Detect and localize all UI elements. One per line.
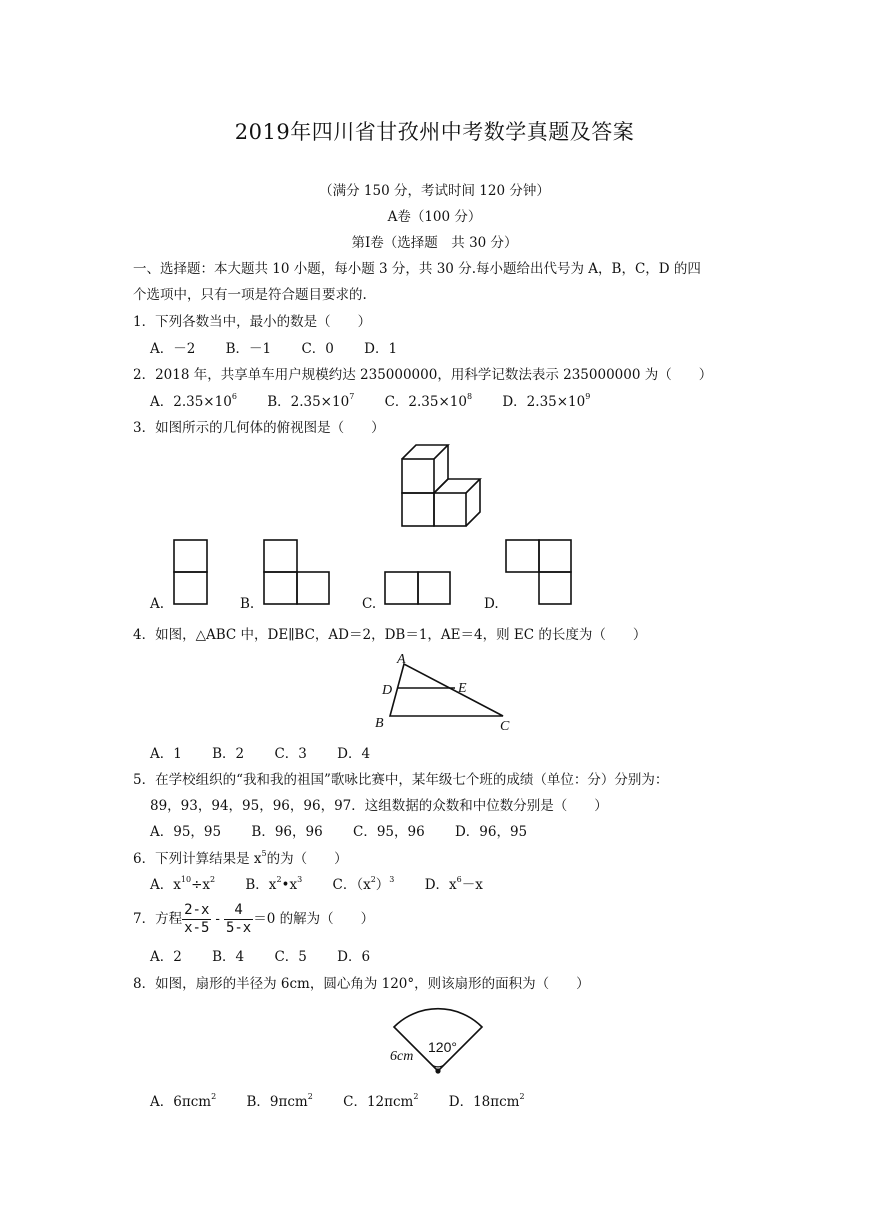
q1-option-a: A．－2 xyxy=(150,341,196,357)
q7-minus: - xyxy=(215,911,220,927)
q2-option-a xyxy=(150,393,237,411)
q8-d-exp: 2 xyxy=(519,1092,525,1101)
point-a-label: A xyxy=(397,652,406,667)
q1-option-d: D．1 xyxy=(364,341,398,357)
q4-option-b: B．2 xyxy=(212,746,245,762)
q2-options xyxy=(150,393,616,411)
q6-b-e2: 3 xyxy=(297,875,303,884)
q4-option-d: D．4 xyxy=(337,746,371,762)
q6-a-p2: ÷x xyxy=(191,877,210,893)
q7-fraction-2-denominator: 5-x xyxy=(225,920,252,936)
q6-a-e2: 2 xyxy=(210,875,216,884)
q4-option-a: A．1 xyxy=(150,746,182,762)
q6-stem xyxy=(133,850,348,868)
q4-triangle-figure xyxy=(370,650,520,736)
q6-option-d xyxy=(425,876,483,894)
q3-label-b: B. xyxy=(240,596,255,612)
q8-option-c xyxy=(343,1093,418,1111)
q4-options xyxy=(150,745,396,763)
q7-options xyxy=(150,948,396,966)
q6-a-p1: A．x xyxy=(150,877,181,893)
q6-options xyxy=(150,876,509,894)
q2-option-a-base: A．2.35×10 xyxy=(150,394,232,410)
q8-option-d xyxy=(449,1093,525,1111)
q8-a-base: A．6πcm xyxy=(150,1094,212,1110)
q7-option-c: C．5 xyxy=(274,949,307,965)
q7-fraction-1-denominator: x-5 xyxy=(184,920,210,936)
q5-option-c: C．95，96 xyxy=(352,824,425,840)
q6-d-p1: D．x xyxy=(424,877,457,893)
q6-c-e2: 3 xyxy=(389,875,395,884)
q3-option-c-figure xyxy=(384,571,452,607)
angle-label: 120° xyxy=(428,1039,457,1055)
q1-stem: 1．下列各数当中，最小的数是（ ） xyxy=(133,314,372,330)
q3-option-d-figure xyxy=(505,539,573,607)
q6-stem-post: 的为（ ） xyxy=(266,851,348,867)
q6-option-b xyxy=(245,876,302,894)
q8-option-a xyxy=(150,1093,216,1111)
q5-stem-line2: 89，93，94，95，96，96，97．这组数据的众数和中位数分别是（ ） xyxy=(150,798,608,814)
radius-label: 6cm xyxy=(390,1049,414,1064)
q8-c-base: C．12πcm xyxy=(343,1094,414,1110)
q8-a-exp: 2 xyxy=(211,1092,217,1101)
q6-d-p2: －x xyxy=(461,877,483,893)
section1-intro-line2: 个选项中，只有一项是符合题目要求的. xyxy=(133,287,367,303)
q6-b-p2: •x xyxy=(281,877,298,893)
q7-option-b: B．4 xyxy=(212,949,245,965)
point-b-label: B xyxy=(375,716,384,731)
q2-option-c-base: C．2.35×10 xyxy=(384,394,467,410)
q3-option-b-figure xyxy=(263,539,331,607)
q8-b-exp: 2 xyxy=(307,1092,313,1101)
q3-label-d: D. xyxy=(484,596,499,612)
q3-stem: 3．如图所示的几何体的俯视图是（ ） xyxy=(133,420,385,436)
q8-option-b xyxy=(246,1093,312,1111)
q1-option-c: C．0 xyxy=(301,341,334,357)
q6-stem-exp: 5 xyxy=(261,849,267,858)
q2-option-c xyxy=(385,393,472,411)
q6-b-p1: B．x xyxy=(245,877,277,893)
q5-option-d: D．96，95 xyxy=(454,824,528,840)
q5-options xyxy=(150,823,553,841)
q8-d-base: D．18πcm xyxy=(448,1094,520,1110)
q3-label-a: A. xyxy=(150,596,165,612)
section1-intro-line1: 一、选择题：本大题共 10 小题，每小题 3 分，共 30 分.每小题给出代号为 A，B，C，D 的四 xyxy=(133,261,701,277)
q7-fraction-2 xyxy=(224,902,253,937)
q8-c-exp: 2 xyxy=(413,1092,419,1101)
q8-b-base: B．9πcm xyxy=(246,1094,308,1110)
page-title: 2019年四川省甘孜州中考数学真题及答案 xyxy=(234,120,635,144)
q6-d-e1: 6 xyxy=(456,875,462,884)
q1-options xyxy=(150,340,423,358)
q1-option-b: B．－1 xyxy=(225,341,272,357)
q7-post: ＝0 的解为（ ） xyxy=(253,911,375,927)
q8-options xyxy=(150,1093,551,1111)
q6-b-e1: 2 xyxy=(276,875,282,884)
q6-option-c xyxy=(333,876,395,894)
point-d-label: D xyxy=(382,683,393,698)
q6-a-e1: 10 xyxy=(180,875,192,884)
q3-option-a-figure xyxy=(173,539,209,607)
q2-option-a-exp: 6 xyxy=(231,392,237,401)
q5-stem-line1: 5．在学校组织的“我和我的祖国”歌咏比赛中，某年级七个班的成绩（单位：分）分别为： xyxy=(133,772,669,788)
point-e-label: E xyxy=(458,681,467,696)
q6-c-e1: 2 xyxy=(370,875,376,884)
q2-option-d xyxy=(502,393,590,411)
q8-stem: 8．如图，扇形的半径为 6cm，圆心角为 120°，则该扇形的面积为（ ） xyxy=(133,976,590,992)
q4-stem: 4．如图，△ABC 中，DE∥BC，AD＝2，DB＝1，AE＝4，则 EC 的长度为（ ） xyxy=(133,627,647,643)
sector-center-dot xyxy=(435,1068,440,1073)
q8-sector-figure xyxy=(384,1000,514,1078)
q7-fraction-2-numerator: 4 xyxy=(224,902,253,920)
q2-option-b-exp: 7 xyxy=(349,392,355,401)
q2-option-b xyxy=(267,393,354,411)
q6-stem-pre: 6．下列计算结果是 x xyxy=(133,851,262,867)
part1-heading: 第Ⅰ卷（选择题 共 30 分） xyxy=(351,235,518,251)
point-c-label: C xyxy=(500,719,510,734)
paper-a-heading: A卷（100 分） xyxy=(387,209,482,225)
q3-label-c: C. xyxy=(362,596,377,612)
q2-option-d-exp: 9 xyxy=(585,392,591,401)
q2-stem: 2．2018 年，共享单车用户规模约达 235000000，用科学记数法表示 235000000 为（ ） xyxy=(133,367,713,383)
exam-info: （满分 150 分，考试时间 120 分钟） xyxy=(319,183,550,199)
q7-fraction-1-numerator: 2-x xyxy=(184,902,210,918)
q4-option-c: C．3 xyxy=(274,746,307,762)
triangle-abc xyxy=(390,664,503,716)
q2-option-b-base: B．2.35×10 xyxy=(267,394,350,410)
q6-option-a xyxy=(150,876,215,894)
q3-solid-figure xyxy=(400,443,486,529)
q7-pre: 7．方程 xyxy=(133,911,183,927)
q5-option-a: A．95，95 xyxy=(150,824,222,840)
q5-option-b: B．96，96 xyxy=(251,824,323,840)
q2-option-d-base: D．2.35×10 xyxy=(502,394,586,410)
q2-option-c-exp: 8 xyxy=(466,392,473,401)
q7-fraction-1 xyxy=(182,902,211,937)
q7-option-d: D．6 xyxy=(337,949,371,965)
q7-stem xyxy=(133,900,374,940)
q7-option-a: A．2 xyxy=(150,949,182,965)
q6-c-p1: C．（x xyxy=(332,877,371,893)
q6-c-p2: ） xyxy=(375,877,390,893)
